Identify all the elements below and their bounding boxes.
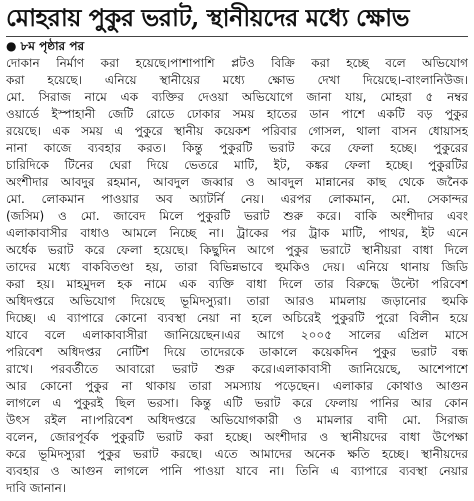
continued-from-label <box>6 38 468 55</box>
body-line: লাগলে এ পুকুরই ছিল ভরসা। কিন্তু এটি ভরাট করে ফেলায় পানির আর কোন <box>6 396 468 410</box>
body-line: অধিদপ্তরে অভিযোগ দিয়েছে ভূমিদস্যুরা। তারা আরও মামলায় জড়ানোর হুমকি <box>6 294 468 308</box>
body-line: নানা কাজে ব্যবহার করত। কিন্তু পুকুরটি ভরাট করে ফেলা হচ্ছে। পুকুরের <box>6 141 468 155</box>
body-line: রাখে। পরবর্তীতে আবারো ভরাট শুরু করে।এলাকাবাসী জানিয়েছে, আশেপাশে <box>6 362 468 376</box>
article-body <box>6 55 468 497</box>
body-line: তাদের মধ্যে বাকবিতণ্ডা হয়, তারা বিভিন্নভাবে হুমকিও দেয়। এনিয়ে থানায় জিডি <box>6 260 468 274</box>
body-line: (জসিম) ও মো. জাবেদ মিলে পুকুরটি ভরাট শুরু করে। বাকি অংশীদার এবং <box>6 209 468 223</box>
body-line: আর কোনো পুকুর না থাকায় তারা সমস্যায় পড়েছেন। এলাকার কোথাও আগুন <box>6 379 468 393</box>
body-line: উৎস রইল না।পরিবেশ অধিদপ্তরে অভিযোগকারী ও মামলার বাদী মো. সিরাজ <box>6 413 468 427</box>
body-line: রয়েছে। এক সময় এ পুকুরে স্থানীয় কয়েকশ পরিবার গোসল, থালা বাসন ধোয়াসহ <box>6 124 468 138</box>
body-line: মো. লোকমান পাওয়ার অব অ্যাটর্নি নেয়। এরপর লোকমান, মো. সেকান্দর <box>6 192 468 206</box>
continued-from-text: ৮ম পৃষ্ঠার পর <box>20 39 85 53</box>
body-line: ওয়ার্ডে ইস্পাহানী জেটি রোডে ঢোকার সময় হাতের ডান পাশে একটি বড় পুকুর <box>6 107 468 121</box>
body-line: করা হয়েছে। এনিয়ে স্থানীয়ের মধ্যে ক্ষোভ দেখা দিয়েছে।-বাংলানিউজ। <box>6 73 468 87</box>
bullet-icon: ● <box>6 39 17 53</box>
body-line: করা হয়। মাহমুদল হক নামে এক ব্যক্তি বাধা দিলে তার বিরুদ্ধে উল্টো পরিবেশ <box>6 277 468 291</box>
body-line: বলেন, জোরপূর্বক পুকুরটি ভরাট করা হচ্ছে। অংশীদার ও স্থানীয়দের বাধা উপেক্ষা <box>6 430 468 444</box>
body-line: দিচ্ছে। এ ব্যাপারে কোনো ব্যবস্থা নেয়া না হলে অচিরেই পুকুরটি পুরো বিলীন হয়ে <box>6 311 468 325</box>
body-line: করে ভূমিদস্যুরা পুকুর ভরাট করছে। এতে আমাদের অনেক ক্ষতি হচ্ছে। স্থানীয়দের <box>6 447 468 461</box>
body-line: চারিদিকে টিনের ঘেরা দিয়ে ভেতরে মাটি, ইট, কঙ্কর ফেলা হচ্ছে। পুকুরটির <box>6 158 468 172</box>
body-line: অংশীদার আবদুর রহমান, আবদুল জব্বার ও আবদুল মান্নানের কাছ থেকে জনৈক <box>6 175 468 189</box>
body-line: মো. সিরাজ নামে এক ব্যক্তির দেওয়া অভিযোগে জানা যায়, মোহরা ৫ নম্বর <box>6 90 468 104</box>
body-line: অর্ধেক ভরাট করে ফেলা হয়েছে। কিছুদিন আগে পুকুর ভরাটে স্থানীয়রা বাধা দিলে <box>6 243 468 257</box>
body-line: পরিবেশ অধিদপ্তর নোটিশ দিয়ে তাদেরকে ডাকালে কয়েকদিন পুকুর ভরাট বন্ধ <box>6 345 468 359</box>
body-line: দাবি জানান। <box>6 481 67 495</box>
body-line: ব্যবহার ও আগুন লাগলে পানি পাওয়া যাবে না। তিনি এ ব্যাপারে ব্যবস্থা নেয়ার <box>6 464 468 478</box>
body-line: যাবে বলে এলাকাবাসীরা জানিয়েছেন।এর আগে ২০০৫ সালের এপ্রিল মাসে <box>6 328 468 342</box>
body-line: এলাকাবাসীর বাধাও আমলে নিচ্ছে না। ট্রাকের পর ট্রাক মাটি, পাথর, ইট এনে <box>6 226 468 240</box>
article-headline: মোহরায় পুকুর ভরাট, স্থানীয়দের মধ্যে ক্ষোভ <box>6 2 468 37</box>
body-line: দোকান নির্মাণ করা হয়েছে।পাশাপাশি প্লটও বিক্রি করা হচ্ছে বলে অভিযোগ <box>6 56 468 70</box>
